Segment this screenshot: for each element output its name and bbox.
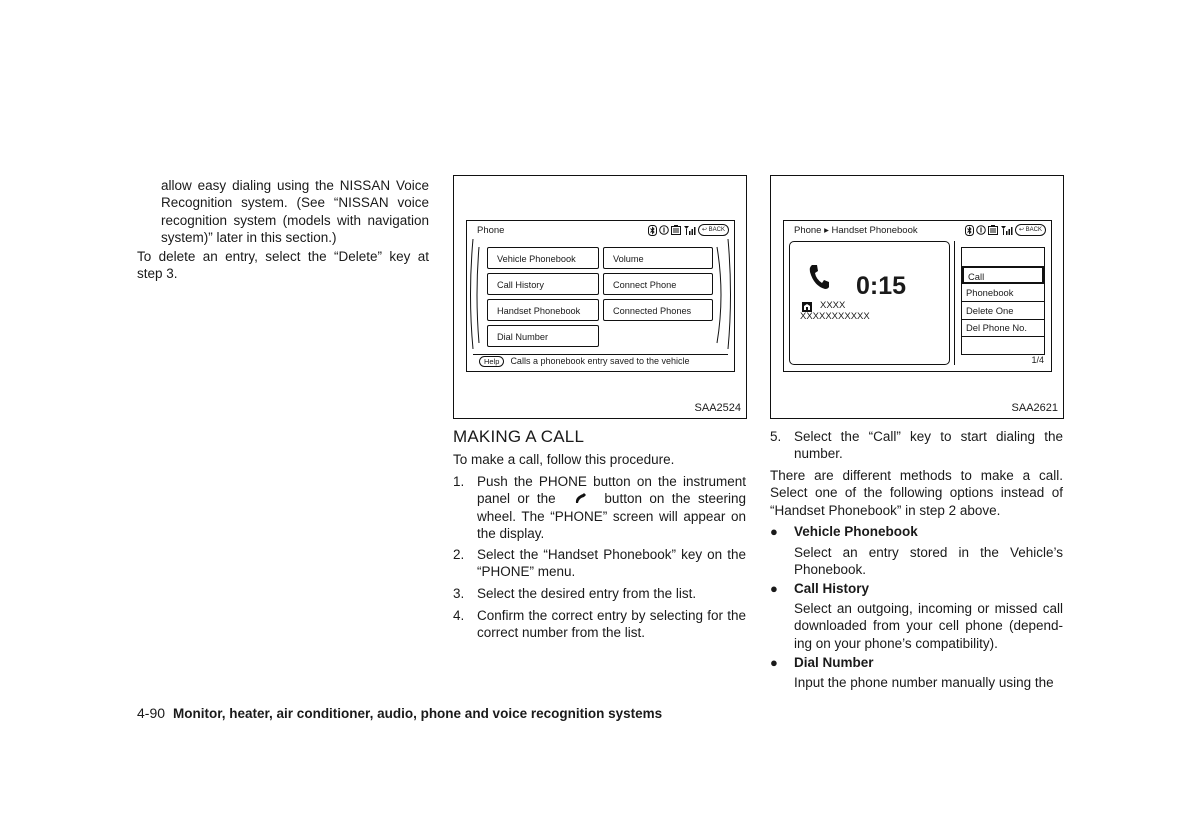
call-timer: 0:15: [856, 272, 907, 300]
help-bar: [473, 354, 728, 367]
option-title-call-history: Call History: [794, 581, 870, 596]
battery-icon: [988, 225, 999, 235]
step-number: 5.: [770, 429, 782, 444]
connected-phones-button[interactable]: Connected Phones: [603, 299, 713, 321]
step-number: 4.: [453, 608, 465, 623]
call-info-panel: [789, 241, 950, 365]
signal-icon: [1001, 225, 1013, 235]
bullet: ●: [770, 655, 778, 670]
step-1: [453, 473, 746, 542]
step-number: 1.: [453, 474, 465, 489]
page-footer: [137, 705, 662, 721]
figure-caption: SAA2524: [694, 402, 741, 414]
list-item-delete-one[interactable]: Delete One: [962, 302, 1044, 320]
call-history-button[interactable]: Call History: [487, 273, 599, 295]
handset-phonebook-screen: [783, 220, 1052, 372]
back-label: BACK: [708, 227, 725, 233]
battery-icon: [671, 225, 682, 235]
methods-paragraph: There are different methods to make a call. Select one of the following options instead of “Handset Phonebook” in step 2 above.: [770, 468, 1063, 518]
vehicle-phonebook-button[interactable]: Vehicle Phonebook: [487, 247, 599, 269]
options-panel: [954, 241, 1052, 365]
option-title-vehicle-phonebook: Vehicle Phonebook: [794, 524, 918, 539]
step-text: Select the “Call” key to start dialing the number.: [794, 429, 1063, 462]
contact-name: XXXX: [820, 300, 846, 311]
back-button[interactable]: ↩ BACK: [698, 224, 729, 236]
phone-handset-icon: [808, 264, 830, 295]
help-button[interactable]: Help: [479, 356, 504, 367]
bullet: ●: [770, 524, 778, 539]
phone-menu-screen: [466, 220, 735, 372]
signal-icon: [684, 225, 696, 235]
step-2: [453, 546, 746, 581]
phone-status-icon: [976, 225, 986, 235]
list-item-call[interactable]: Call: [962, 266, 1044, 284]
step-number: 3.: [453, 586, 465, 601]
step-5: [770, 428, 1063, 463]
handset-phonebook-button[interactable]: Handset Phonebook: [487, 299, 599, 321]
phone-status-icon: [659, 225, 669, 235]
page-number: 4-90: [137, 705, 166, 721]
contact-number: XXXXXXXXXXX: [800, 311, 870, 322]
connect-phone-button[interactable]: Connect Phone: [603, 273, 713, 295]
status-bar: [965, 224, 1046, 236]
option-title-dial-number: Dial Number: [794, 655, 874, 670]
options-list: [961, 247, 1045, 355]
step-text-continued: button on the steering wheel. The “PHONE” screen will appear on the display.: [477, 491, 746, 541]
option-text-call-history: Select an outgoing, incoming or missed call downloaded from your cell phone (depend-ing on your phone’s compatibility).: [794, 601, 1063, 651]
figure-caption: SAA2621: [1011, 402, 1058, 414]
step-text: Confirm the correct entry by selecting for the correct number from the list.: [477, 608, 746, 641]
figure-phone-menu: [453, 175, 747, 419]
list-item-del-phone-no[interactable]: Del Phone No.: [962, 319, 1044, 337]
bluetooth-icon: [648, 225, 657, 236]
list-item-phonebook[interactable]: Phonebook: [962, 284, 1044, 302]
screen-title: Phone: [477, 225, 505, 236]
phone-handset-icon: [563, 490, 597, 507]
step-4: [453, 607, 746, 642]
bullet: ●: [770, 581, 778, 596]
figure-handset-phonebook: [770, 175, 1064, 419]
delete-paragraph: To delete an entry, select the “Delete” key at step 3.: [137, 249, 429, 282]
intro-text: To make a call, follow this procedure.: [453, 452, 675, 467]
help-text: Calls a phonebook entry saved to the vehicle: [510, 356, 690, 366]
continuation-paragraph: allow easy dialing using the NISSAN Voice Recognition system. (See “NISSAN voice recognition system (models with navigation system)” later in this section.): [161, 178, 429, 245]
screen-title: Phone ▸ Handset Phonebook: [794, 225, 918, 236]
bluetooth-icon: [965, 225, 974, 236]
back-label: BACK: [1025, 227, 1042, 233]
step-text: Select the desired entry from the list.: [477, 586, 697, 601]
menu-frame-curves: [467, 235, 734, 353]
step-number: 2.: [453, 547, 465, 562]
option-text-dial-number: Input the phone number manually using the: [794, 675, 1054, 690]
step-3: [453, 585, 746, 602]
back-button[interactable]: ↩ BACK: [1015, 224, 1046, 236]
section-title: Monitor, heater, air conditioner, audio, phone and voice recognition systems: [173, 706, 663, 721]
option-text-vehicle-phonebook: Select an entry stored in the Vehicle’s Phonebook.: [794, 545, 1063, 578]
step-text: Push the PHONE button on the instrument panel or the: [477, 474, 746, 507]
step-text: Select the “Handset Phonebook” key on the “PHONE” menu.: [477, 547, 746, 580]
page-indicator: 1/4: [1031, 355, 1044, 365]
section-heading: MAKING A CALL: [453, 427, 585, 446]
dial-number-button[interactable]: Dial Number: [487, 325, 599, 347]
volume-button[interactable]: Volume: [603, 247, 713, 269]
